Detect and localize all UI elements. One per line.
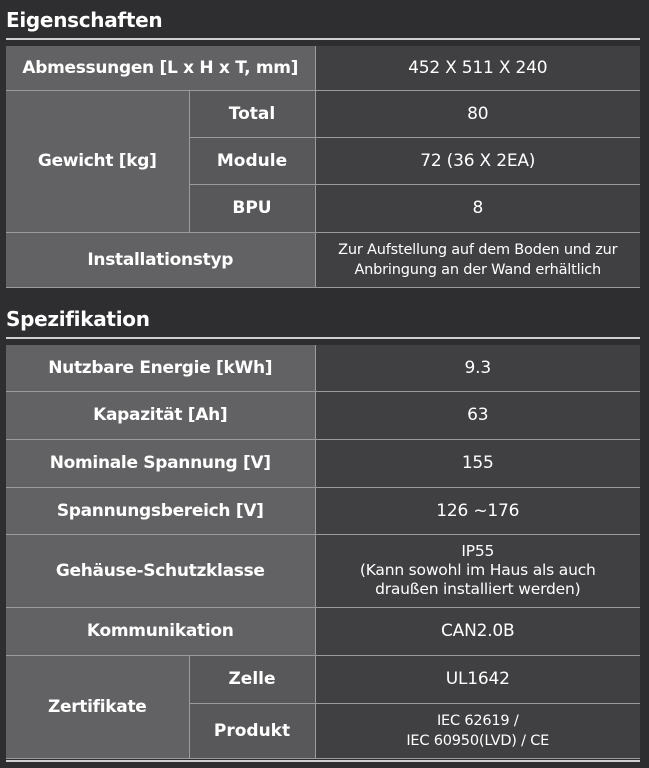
table-row	[6, 534, 640, 607]
certificate-product-line: IEC 60950(LVD) / CE	[406, 732, 550, 749]
usable-energy-value: 9.3	[315, 345, 640, 391]
communication-value: CAN2.0B	[315, 607, 640, 655]
weight-module-value: 72 (36 X 2EA)	[315, 137, 640, 184]
certificate-product-label: Produkt	[189, 703, 315, 758]
table-row	[6, 90, 640, 137]
weight-total-value: 80	[315, 90, 640, 137]
table-row	[6, 391, 640, 439]
protection-class-line: draußen installiert werden)	[375, 580, 581, 598]
certificate-product-line: IEC 62619 /	[436, 712, 519, 729]
table-row	[6, 655, 640, 703]
table-row	[6, 46, 640, 90]
table-row	[6, 487, 640, 534]
usable-energy-label: Nutzbare Energie [kWh]	[6, 345, 315, 391]
certificates-label: Zertifikate	[6, 655, 189, 758]
weight-total-label: Total	[189, 90, 315, 137]
bottom-divider	[6, 760, 640, 762]
table-row	[6, 232, 640, 287]
dimensions-label: Abmessungen [L x H x T, mm]	[6, 46, 315, 90]
nominal-voltage-value: 155	[315, 439, 640, 487]
voltage-range-label: Spannungsbereich [V]	[6, 487, 315, 534]
weight-bpu-value: 8	[315, 184, 640, 232]
nominal-voltage-label: Nominale Spannung [V]	[6, 439, 315, 487]
protection-class-value	[315, 534, 640, 607]
table-row	[6, 345, 640, 391]
section-title-properties: Eigenschaften	[6, 8, 163, 32]
installation-value-line: Anbringung an der Wand erhältlich	[354, 261, 602, 278]
installation-value	[315, 232, 640, 287]
protection-class-label: Gehäuse-Schutzklasse	[6, 534, 315, 607]
section-divider	[6, 337, 640, 339]
weight-module-label: Module	[189, 137, 315, 184]
section-title-spec: Spezifikation	[6, 307, 150, 331]
section-divider	[6, 38, 640, 40]
certificate-product-value	[315, 703, 640, 758]
protection-class-line: IP55	[461, 542, 495, 560]
installation-label: Installationstyp	[6, 232, 315, 287]
spec-table	[6, 345, 640, 759]
properties-table	[6, 46, 640, 288]
protection-class-line: (Kann sowohl im Haus als auch	[359, 561, 596, 579]
table-row	[6, 439, 640, 487]
certificate-cell-label: Zelle	[189, 655, 315, 703]
certificate-cell-value: UL1642	[315, 655, 640, 703]
dimensions-value: 452 X 511 X 240	[315, 46, 640, 90]
voltage-range-value: 126 ~176	[315, 487, 640, 534]
weight-label: Gewicht [kg]	[6, 90, 189, 232]
capacity-value: 63	[315, 391, 640, 439]
installation-value-line: Zur Aufstellung auf dem Boden und zur	[338, 241, 618, 258]
communication-label: Kommunikation	[6, 607, 315, 655]
weight-bpu-label: BPU	[189, 184, 315, 232]
capacity-label: Kapazität [Ah]	[6, 391, 315, 439]
table-row	[6, 607, 640, 655]
